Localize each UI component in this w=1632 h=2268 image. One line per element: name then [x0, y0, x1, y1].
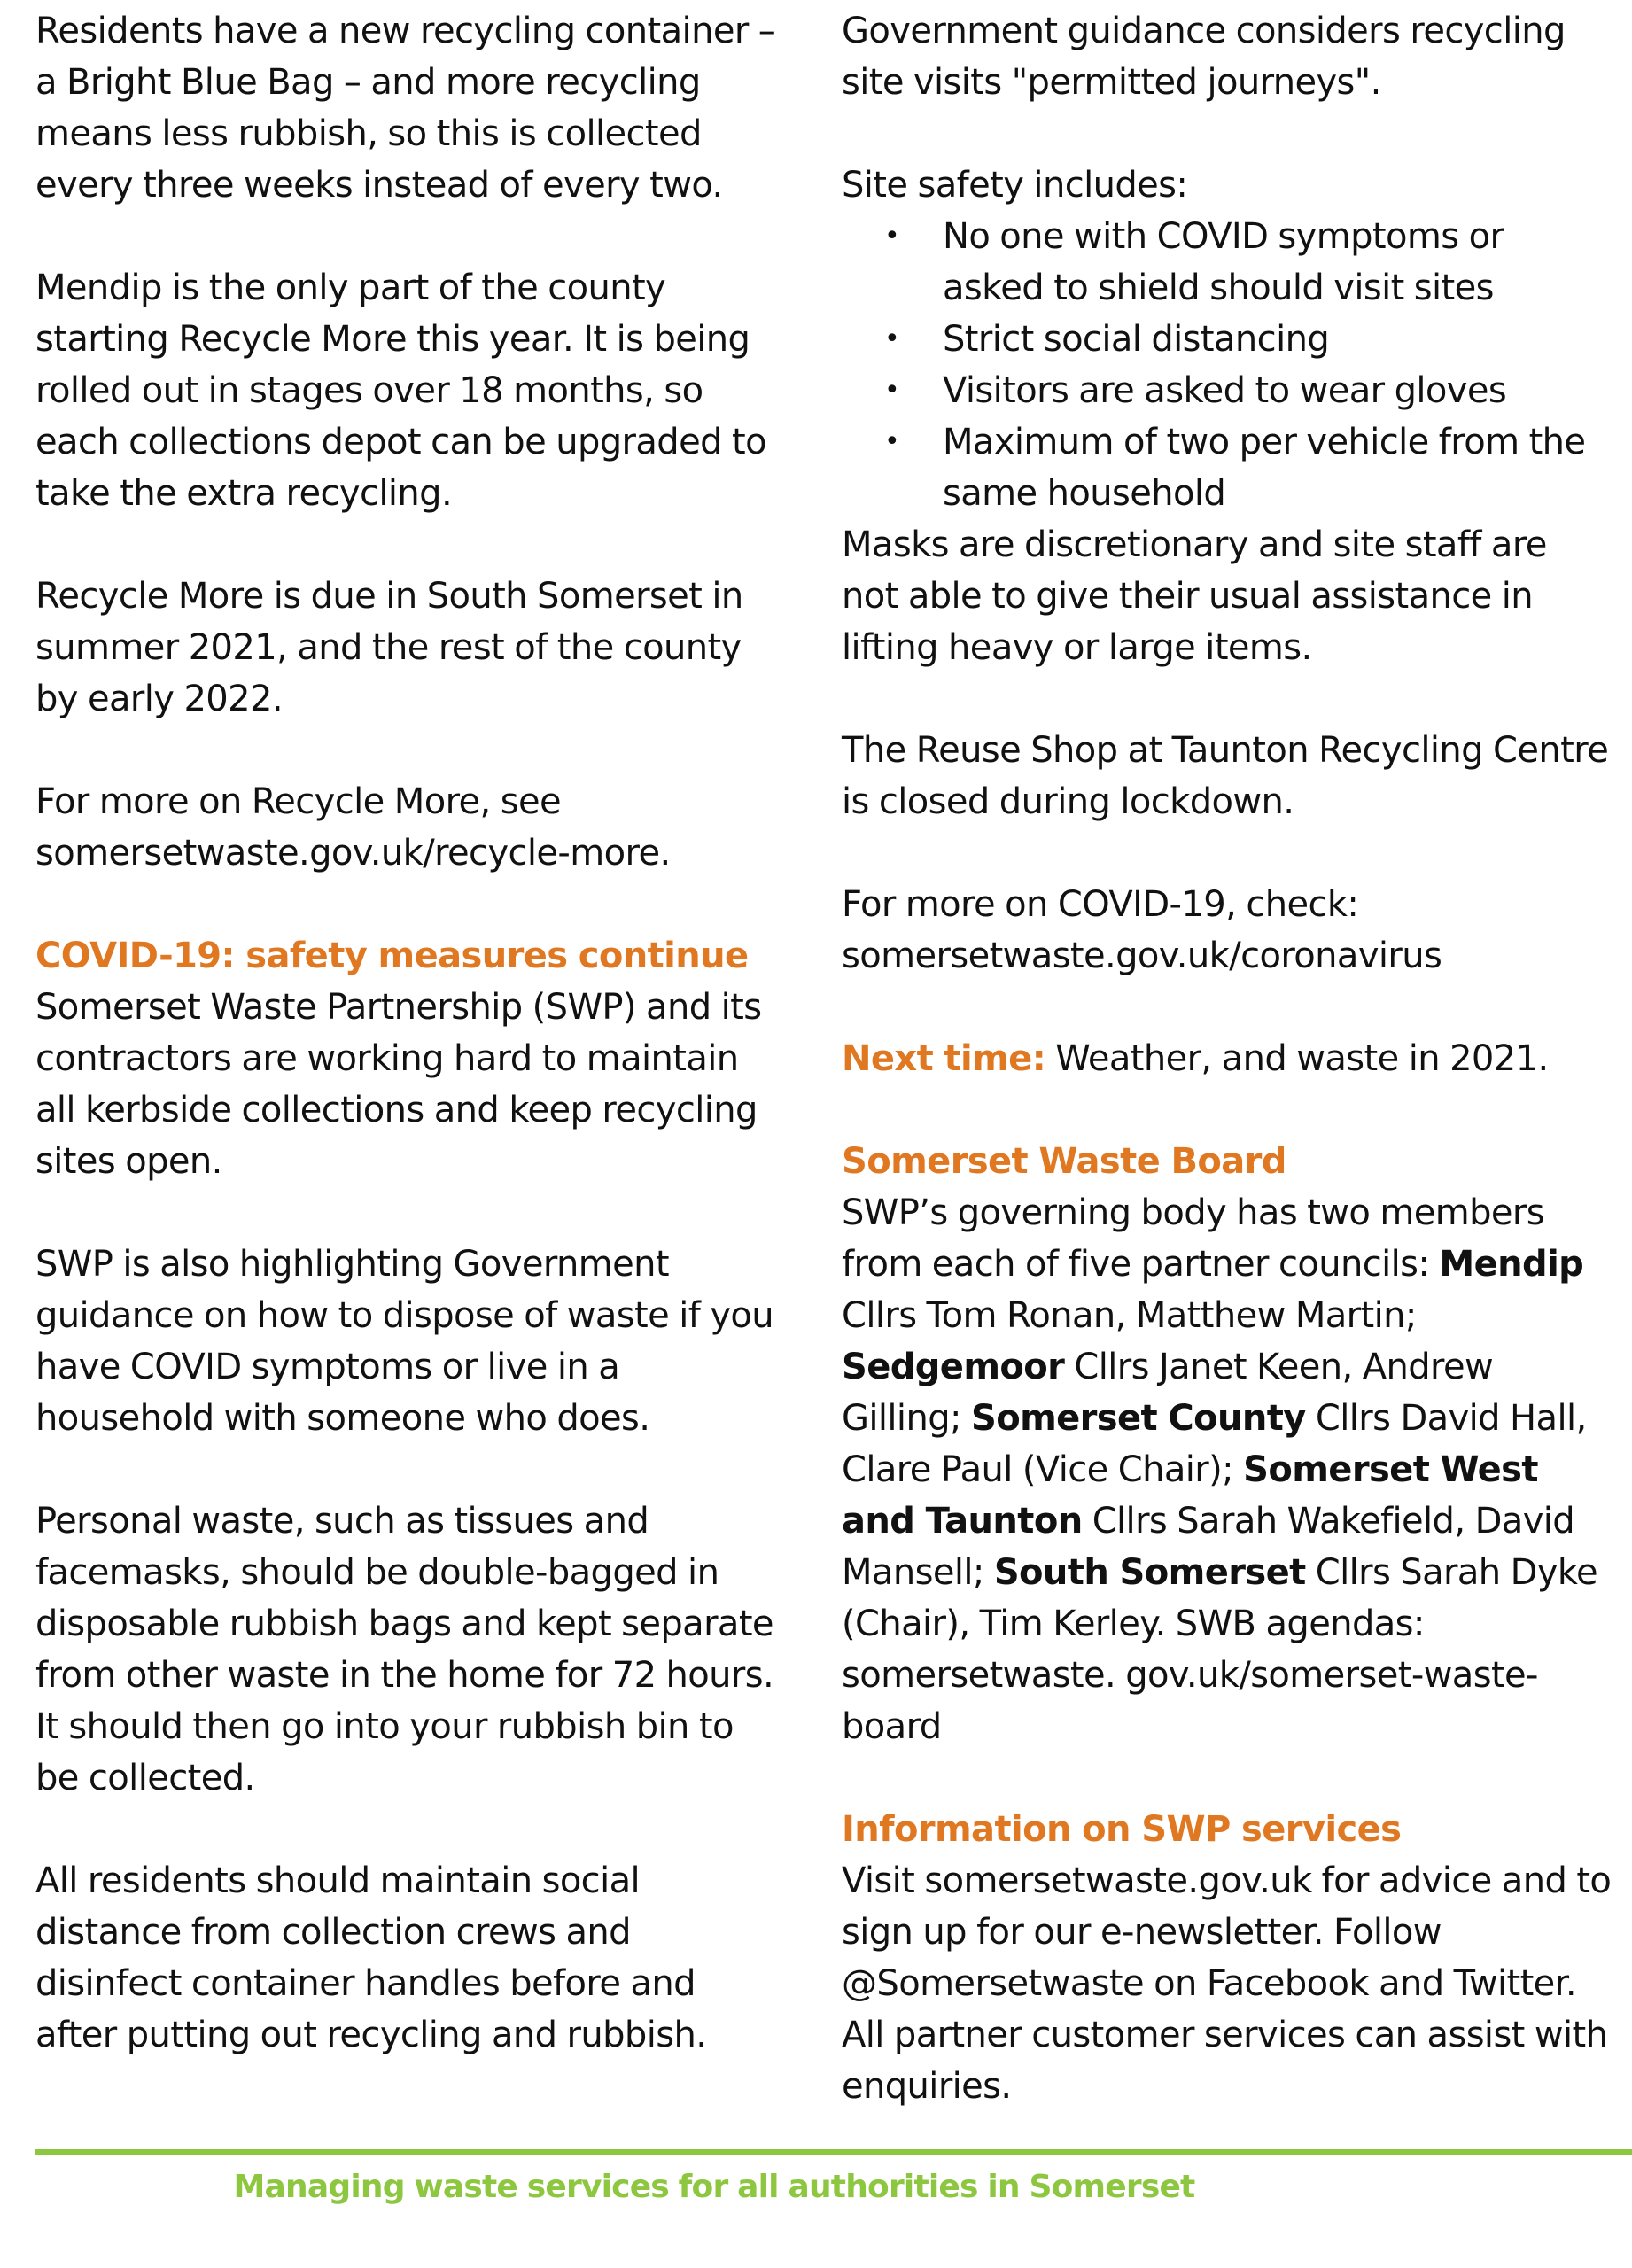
council-somerset-west-taunton: Somerset West and Taunton	[842, 1449, 1538, 1542]
right-column	[842, 5, 1613, 2112]
site-safety-intro: Site safety includes:	[842, 165, 1188, 206]
bullet-icon: •	[884, 323, 900, 354]
waste-board-link[interactable]: somersetwaste. gov.uk/somerset-waste-board	[842, 1655, 1538, 1747]
list-item	[884, 416, 1613, 519]
left-column	[35, 5, 780, 2061]
list-item-text: Strict social distancing	[943, 319, 1330, 360]
list-item	[884, 365, 1613, 416]
list-item-text: Maximum of two per vehicle from the same household	[943, 422, 1586, 514]
recycling-container-paragraph: Residents have a new recycling container – a Bright Blue Bag – and more recycling means less rubbish, so this is collected every three weeks instead of every two.	[35, 11, 776, 206]
waste-board-paragraph	[842, 1187, 1613, 1752]
list-item	[884, 314, 1613, 365]
county-members: Cllrs David Hall, Clare Paul (Vice Chair);	[842, 1398, 1587, 1490]
social-distance-paragraph: All residents should maintain social distance from collection crews and disinfect container handles before and after putting out recycling and rubbish.	[35, 1860, 707, 2055]
next-time-label: Next time:	[842, 1038, 1046, 1079]
council-mendip: Mendip	[1439, 1244, 1584, 1285]
sedgemoor-members: Cllrs Janet Keen, Andrew Gilling;	[842, 1347, 1494, 1439]
government-guidance-paragraph: SWP is also highlighting Government guidance on how to dispose of waste if you have COVID symptoms or live in a household with someone who does.	[35, 1244, 774, 1439]
recycle-more-intro: For more on Recycle More, see	[35, 781, 562, 822]
list-item	[884, 211, 1613, 314]
mendip-members: Cllrs Tom Ronan, Matthew Martin;	[842, 1295, 1417, 1336]
footer-tagline: Managing waste services for all authorities in Somerset	[233, 2169, 1195, 2205]
swp-contractors-paragraph: Somerset Waste Partnership (SWP) and its contractors are working hard to maintain all kerbside collections and keep recycling sites open.	[35, 987, 762, 1182]
south-somerset-paragraph: Recycle More is due in South Somerset in summer 2021, and the rest of the county by early 2022.	[35, 576, 743, 719]
reuse-shop-paragraph: The Reuse Shop at Taunton Recycling Centre is closed during lockdown.	[842, 730, 1609, 822]
list-item-text: Visitors are asked to wear gloves	[943, 370, 1507, 411]
council-south-somerset: South Somerset	[993, 1552, 1306, 1593]
next-time-paragraph	[842, 1033, 1613, 1084]
masks-paragraph: Masks are discretionary and site staff are not able to give their usual assistance in lifting heavy or large items.	[842, 524, 1547, 668]
coronavirus-link[interactable]: somersetwaste.gov.uk/coronavirus	[842, 936, 1442, 976]
swp-services-heading: Information on SWP services	[842, 1809, 1402, 1850]
footer-divider	[35, 2149, 1632, 2155]
bullet-icon: •	[884, 221, 900, 252]
south-somerset-members: Cllrs Sarah Dyke (Chair), Tim Kerley. SWB agendas:	[842, 1552, 1598, 1644]
bullet-icon: •	[884, 426, 900, 457]
swp-services-paragraph: Visit somersetwaste.gov.uk for advice and to sign up for our e-newsletter. Follow @Somersetwaste on Facebook and Twitter. All partner customer services can assist with enquiries.	[842, 1860, 1612, 2107]
permitted-journeys-paragraph: Government guidance considers recycling site visits "permitted journeys".	[842, 11, 1566, 103]
recycle-more-link-paragraph	[35, 776, 780, 879]
next-time-text: Weather, and waste in 2021.	[1045, 1038, 1549, 1079]
covid-heading: COVID-19: safety measures continue	[35, 936, 749, 976]
council-somerset-county: Somerset County	[970, 1398, 1306, 1439]
covid-link-paragraph	[842, 879, 1613, 982]
mendip-rollout-paragraph: Mendip is the only part of the county starting Recycle More this year. It is being rolled out in stages over 18 months, so each collections depot can be upgraded to take the extra recycling.	[35, 268, 766, 514]
bullet-icon: •	[884, 375, 900, 406]
personal-waste-paragraph: Personal waste, such as tissues and facemasks, should be double-bagged in disposable rubbish bags and kept separate from other waste in the home for 72 hours. It should then go into your rubbish bin to be collected.	[35, 1501, 774, 1798]
waste-board-heading: Somerset Waste Board	[842, 1141, 1286, 1182]
recycle-more-link[interactable]: somersetwaste.gov.uk/recycle-more.	[35, 833, 671, 874]
list-item-text: No one with COVID symptoms or asked to shield should visit sites	[943, 216, 1504, 308]
covid-link-intro: For more on COVID-19, check:	[842, 884, 1359, 925]
council-sedgemoor: Sedgemoor	[842, 1347, 1065, 1387]
board-intro: SWP’s governing body has two members from each of five partner councils:	[842, 1192, 1545, 1285]
swt-members: Cllrs Sarah Wakefield, David Mansell;	[842, 1501, 1575, 1593]
site-safety-list	[842, 211, 1613, 519]
